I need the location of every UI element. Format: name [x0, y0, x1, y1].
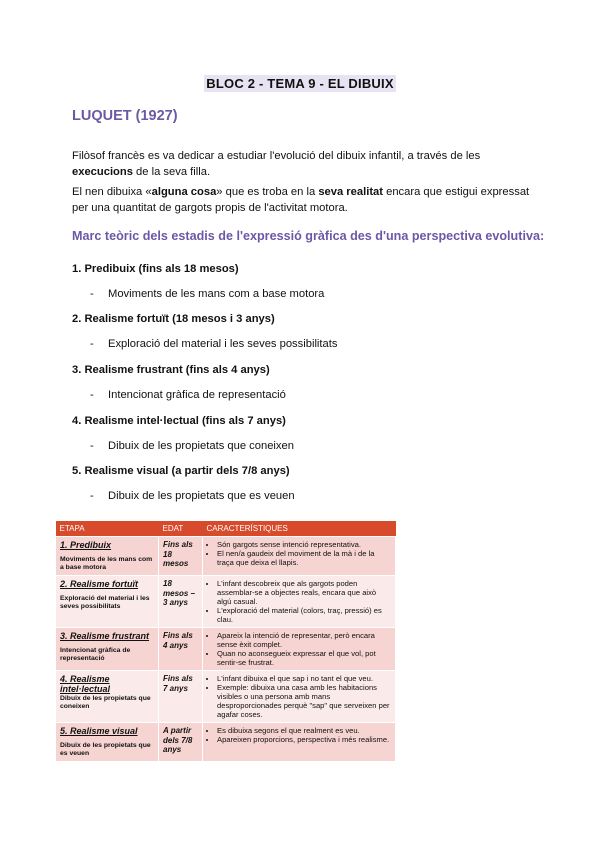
table-row — [56, 537, 396, 576]
stage-desc-3-text: Intencionat gràfica de representació — [108, 389, 286, 401]
cell-features — [203, 723, 396, 762]
framework-heading: Marc teòric dels estadis de l'expressió gràfica des d'una perspectiva evolutiva: — [72, 229, 545, 243]
list-dash: - — [90, 440, 94, 452]
stage-name: 4. Realisme intel·lectual — [60, 674, 111, 694]
stage-name: 3. Realisme frustrant — [60, 631, 150, 641]
stage-subtitle: Moviments de les mans com a base motora — [60, 556, 153, 571]
p1-bold-1: execucions — [72, 166, 133, 178]
stage-name: 2. Realisme fortuït — [60, 579, 139, 589]
stage-desc-3 — [90, 389, 286, 401]
stage-age: 18 mesos – 3 anys — [163, 579, 196, 607]
stage-desc-1 — [90, 288, 324, 300]
table-row — [56, 723, 396, 762]
list-dash: - — [90, 288, 94, 300]
stage-subtitle: Exploració del material i les seves possibilitats — [60, 595, 150, 610]
cell-age — [159, 723, 203, 762]
p2-text-2: » que es troba en la — [216, 186, 319, 198]
cell-stage — [56, 537, 159, 576]
p2-text-1: El nen dibuixa « — [72, 186, 152, 198]
feature-item: • Exemple: dibuixa una casa amb les habitacions visibles o una persona amb mans desproporcionades perquè "sap" que serveixen per agafar coses. — [217, 683, 391, 719]
table-header-row — [56, 521, 396, 537]
table-row — [56, 576, 396, 628]
feature-item: • L'infant descobreix que als gargots poden assemblar-se a objectes reals, encara que això algú casual. — [217, 579, 391, 606]
p1-text-2: de la seva filla. — [132, 166, 211, 178]
stage-title-3: 3. Realisme frustrant (fins als 4 anys) — [72, 364, 270, 376]
p1-text-1: Filòsof francès es va dedicar a estudiar l'evolució del dibuix infantil, a través de les — [72, 150, 481, 162]
cell-age — [159, 671, 203, 723]
list-dash: - — [90, 490, 94, 502]
page-title — [0, 76, 600, 91]
feature-item: • El nen/a gaudeix del moviment de la mà i de la traça que deixa el llapis. — [217, 549, 391, 567]
cell-features — [203, 537, 396, 576]
cell-age — [159, 537, 203, 576]
stage-title-4: 4. Realisme intel·lectual (fins als 7 anys) — [72, 415, 286, 427]
stage-age: Fins als 4 anys — [163, 631, 193, 650]
feature-item: • Són gargots sense intenció representativa. — [217, 540, 391, 549]
p2-bold-1: alguna cosa — [151, 186, 217, 198]
table-row — [56, 628, 396, 671]
p2-text-3: encara que estigui expressat per una quantitat de gargots propis de l'activitat motora. — [72, 186, 530, 214]
cell-stage — [56, 576, 159, 628]
feature-item: • L'exploració del material (colors, traç, pressió) es clau. — [217, 606, 391, 624]
header-stage: ETAPA — [56, 521, 159, 537]
stage-desc-5-text: Dibuix de les propietats que es veuen — [108, 490, 295, 502]
stage-age: A partir dels 7/8 anys — [163, 726, 193, 754]
feature-item: • Es dibuixa segons el que realment es veu. — [217, 726, 391, 735]
cell-stage — [56, 671, 159, 723]
stage-desc-5 — [90, 490, 295, 502]
stages-table — [55, 521, 396, 762]
cell-age — [159, 628, 203, 671]
table-row — [56, 671, 396, 723]
stage-desc-2-text: Exploració del material i les seves possibilitats — [108, 338, 338, 350]
cell-features — [203, 628, 396, 671]
page-title-text: BLOC 2 - TEMA 9 - EL DIBUIX — [206, 76, 394, 91]
stage-name: 5. Realisme visual — [60, 726, 138, 736]
stage-desc-2 — [90, 338, 337, 350]
header-age: EDAT — [159, 521, 203, 537]
stage-title-2: 2. Realisme fortuït (18 mesos i 3 anys) — [72, 313, 275, 325]
list-dash: - — [90, 338, 94, 350]
stage-subtitle: Dibuix de les propietats que coneixen — [60, 695, 151, 710]
stage-title-5: 5. Realisme visual (a partir dels 7/8 anys) — [72, 465, 290, 477]
list-dash: - — [90, 389, 94, 401]
stage-age: Fins als 18 mesos — [163, 540, 193, 568]
cell-features — [203, 671, 396, 723]
feature-item: • Apareixen proporcions, perspectiva i més realisme. — [217, 735, 391, 744]
stage-desc-4-text: Dibuix de les propietats que coneixen — [108, 440, 294, 452]
cell-stage — [56, 628, 159, 671]
p2-bold-2: seva realitat — [318, 186, 383, 198]
stage-subtitle: Dibuix de les propietats que es veuen — [60, 742, 151, 757]
stage-subtitle: Intencionat gràfica de representació — [60, 647, 131, 662]
intro-paragraph-1 — [72, 148, 542, 180]
intro-paragraph-2 — [72, 184, 542, 216]
feature-item: • Apareix la intenció de representar, però encara sense èxit complet. — [217, 631, 391, 649]
header-features: CARACTERÍSTIQUES — [203, 521, 396, 537]
stage-desc-4 — [90, 440, 294, 452]
stage-desc-1-text: Moviments de les mans com a base motora — [108, 288, 325, 300]
stage-name: 1. Predibuix — [60, 540, 112, 550]
feature-item: • L'infant dibuixa el que sap i no tant el que veu. — [217, 674, 391, 683]
author-heading: LUQUET (1927) — [72, 108, 178, 124]
cell-age — [159, 576, 203, 628]
cell-stage — [56, 723, 159, 762]
feature-item: • Quan no aconsegueix expressar el que vol, pot sentir-se frustrat. — [217, 649, 391, 667]
stage-title-1: 1. Predibuix (fins als 18 mesos) — [72, 263, 239, 275]
stage-age: Fins als 7 anys — [163, 674, 193, 693]
cell-features — [203, 576, 396, 628]
